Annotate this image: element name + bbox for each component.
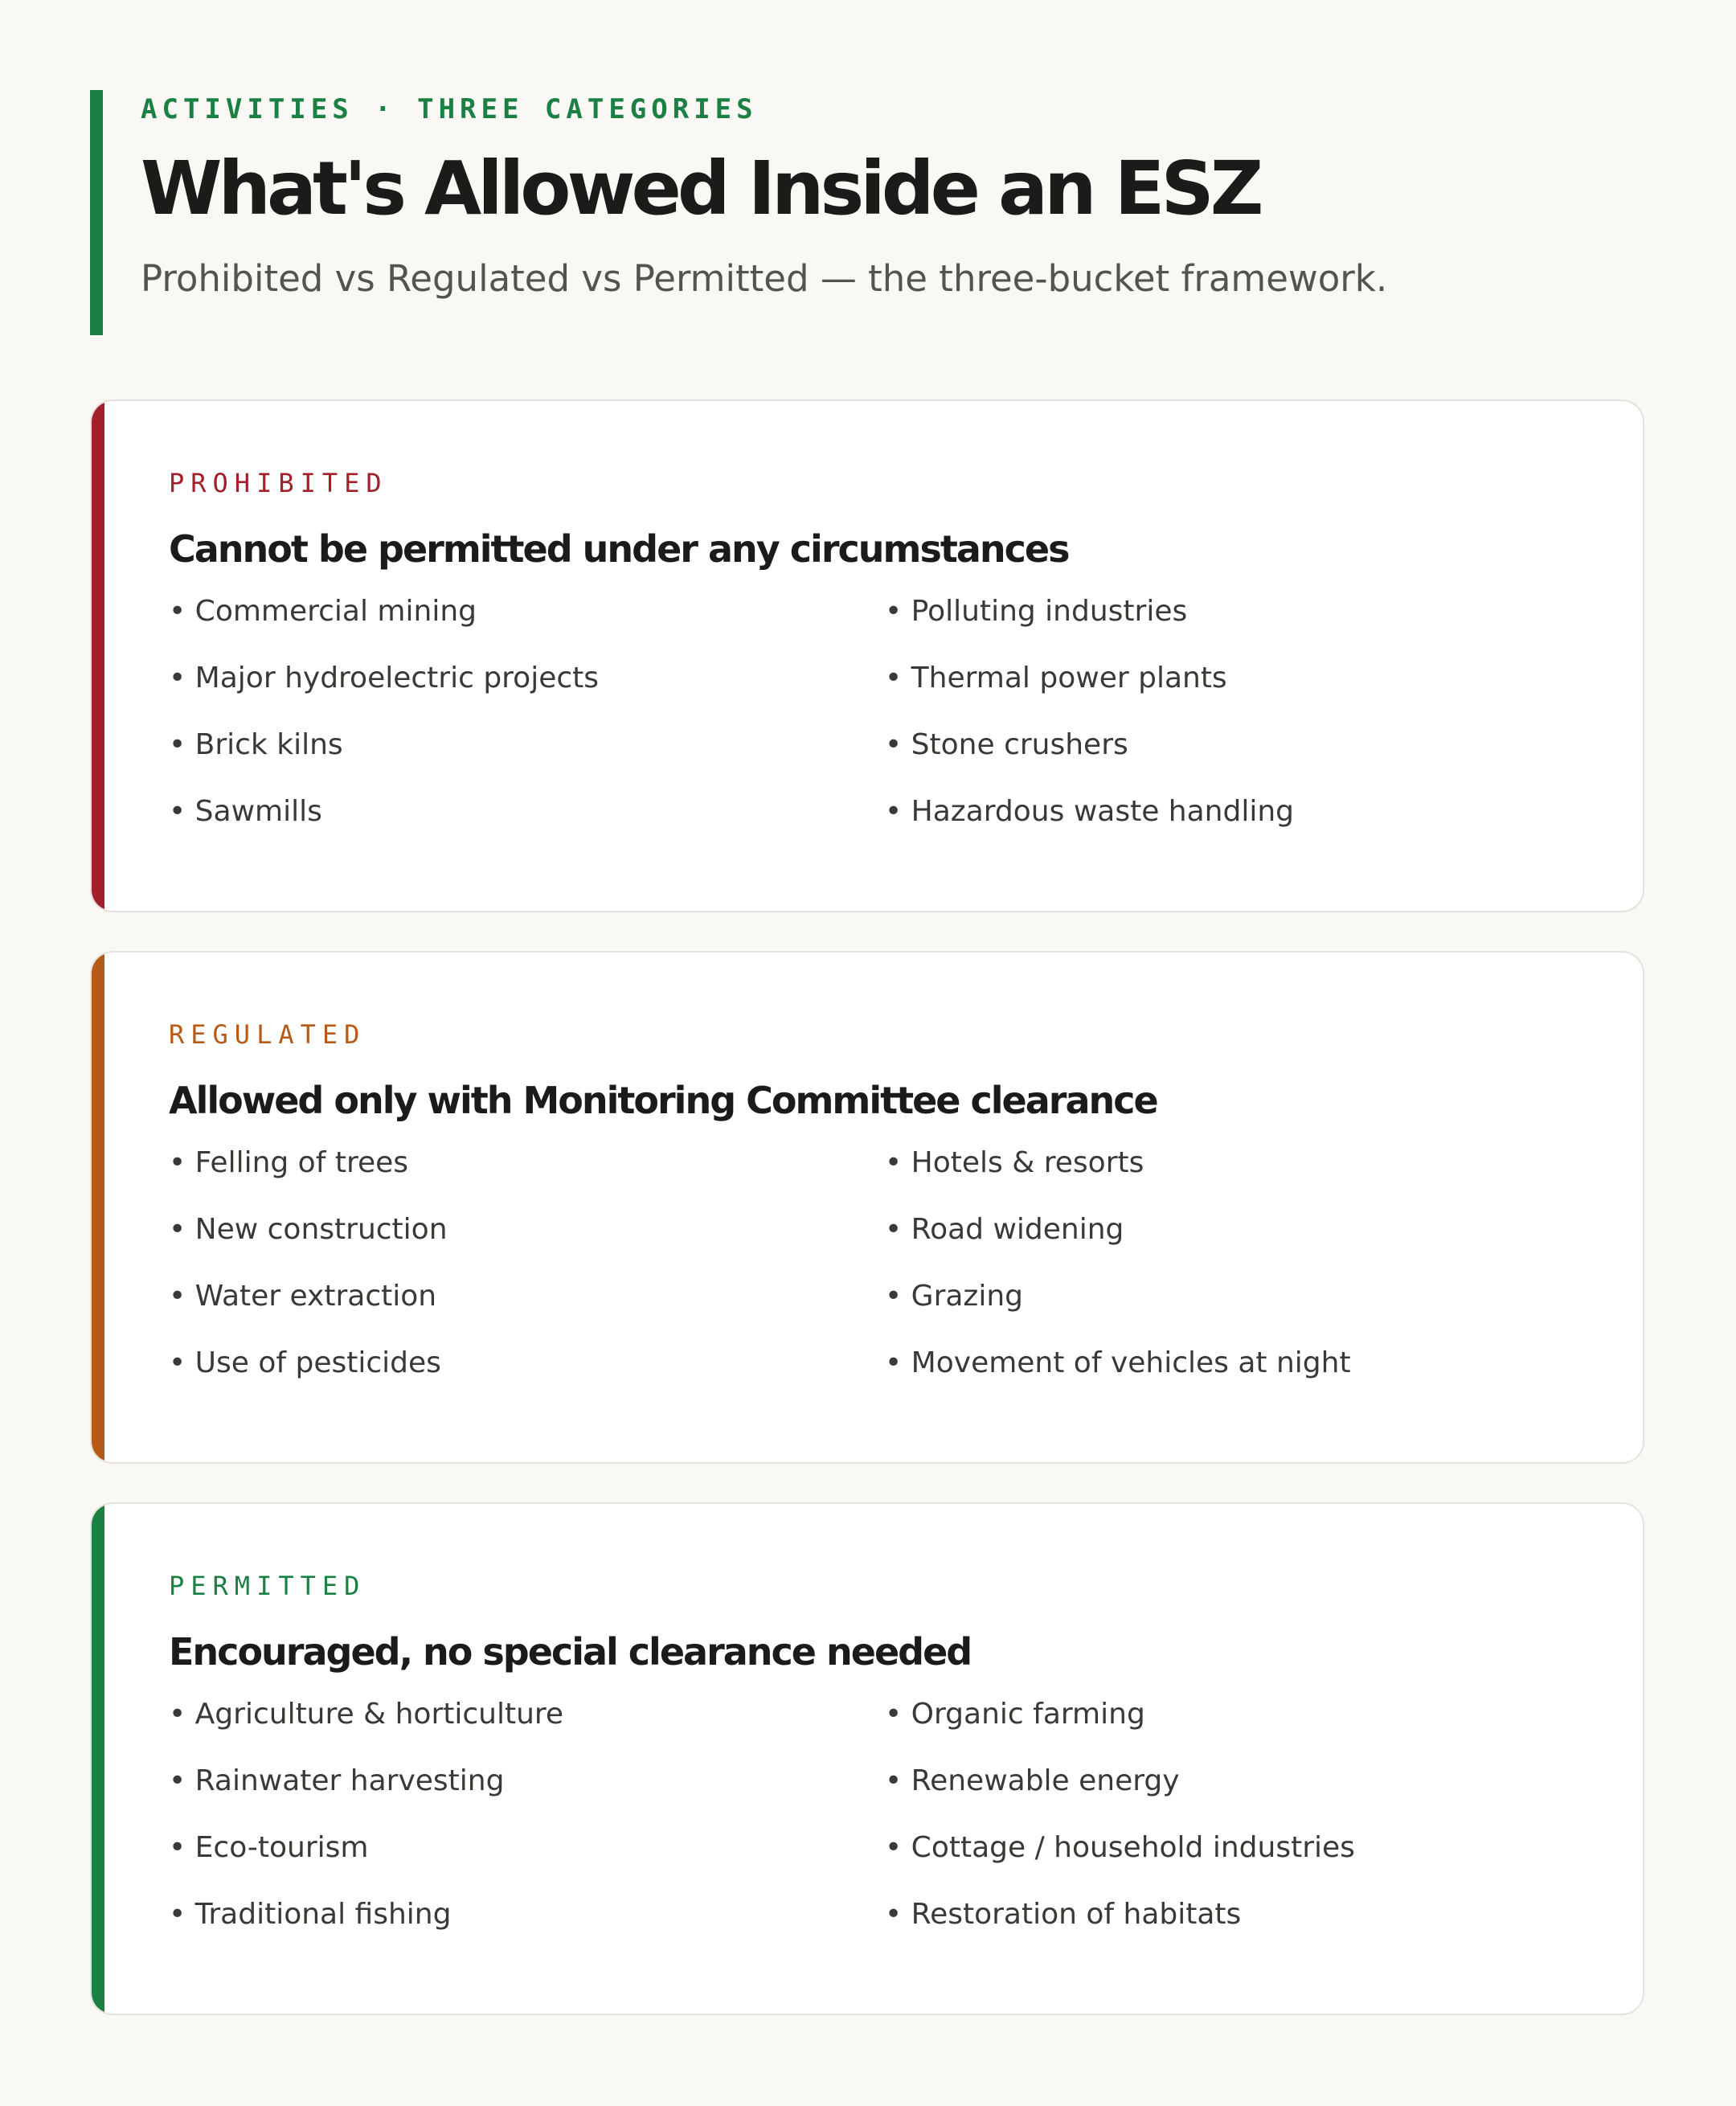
list-item: • Water extraction [169,1280,437,1313]
regulated-list [169,1139,1595,1406]
prohibited-label: PROHIBITED [169,468,388,498]
permitted-card [90,1502,1644,2015]
list-item: • Hotels & resorts [885,1146,1144,1179]
list-item: • Sawmills [169,795,322,828]
regulated-accent-bar [92,953,104,1462]
list-item: • Cottage / household industries [885,1831,1355,1864]
prohibited-accent-bar [92,401,104,911]
list-item: • Stone crushers [885,728,1128,761]
list-item: • Commercial mining [169,595,477,628]
section-eyebrow: ACTIVITIES · THREE CATEGORIES [141,93,758,125]
list-item: • Road widening [885,1213,1124,1246]
list-item: • Rainwater harvesting [169,1764,505,1797]
page-header [90,90,1641,335]
list-item: • Thermal power plants [885,662,1227,694]
permitted-accent-bar [92,1504,104,2014]
page-title: What's Allowed Inside an ESZ [141,145,1260,231]
regulated-card [90,951,1644,1464]
list-item: • Polluting industries [885,595,1188,628]
list-item: • Traditional fishing [169,1898,452,1931]
page-subtitle: Prohibited vs Regulated vs Permitted — the three-bucket framework. [141,257,1388,300]
list-item: • Major hydroelectric projects [169,662,600,694]
list-item: • New construction [169,1213,448,1246]
prohibited-list [169,588,1595,854]
prohibited-card [90,399,1644,912]
list-item: • Grazing [885,1280,1024,1313]
prohibited-heading: Cannot be permitted under any circumstances [169,527,1069,571]
list-item: • Hazardous waste handling [885,795,1295,828]
list-item: • Brick kilns [169,728,343,761]
permitted-list [169,1690,1595,1957]
list-item: • Organic farming [885,1698,1145,1731]
list-item: • Restoration of habitats [885,1898,1242,1931]
regulated-label: REGULATED [169,1019,366,1050]
permitted-label: PERMITTED [169,1571,366,1601]
permitted-heading: Encouraged, no special clearance needed [169,1630,972,1674]
list-item: • Renewable energy [885,1764,1180,1797]
list-item: • Eco-tourism [169,1831,369,1864]
list-item: • Agriculture & horticulture [169,1698,564,1731]
list-item: • Felling of trees [169,1146,409,1179]
list-item: • Use of pesticides [169,1346,441,1379]
list-item: • Movement of vehicles at night [885,1346,1351,1379]
regulated-heading: Allowed only with Monitoring Committee clearance [169,1079,1157,1122]
